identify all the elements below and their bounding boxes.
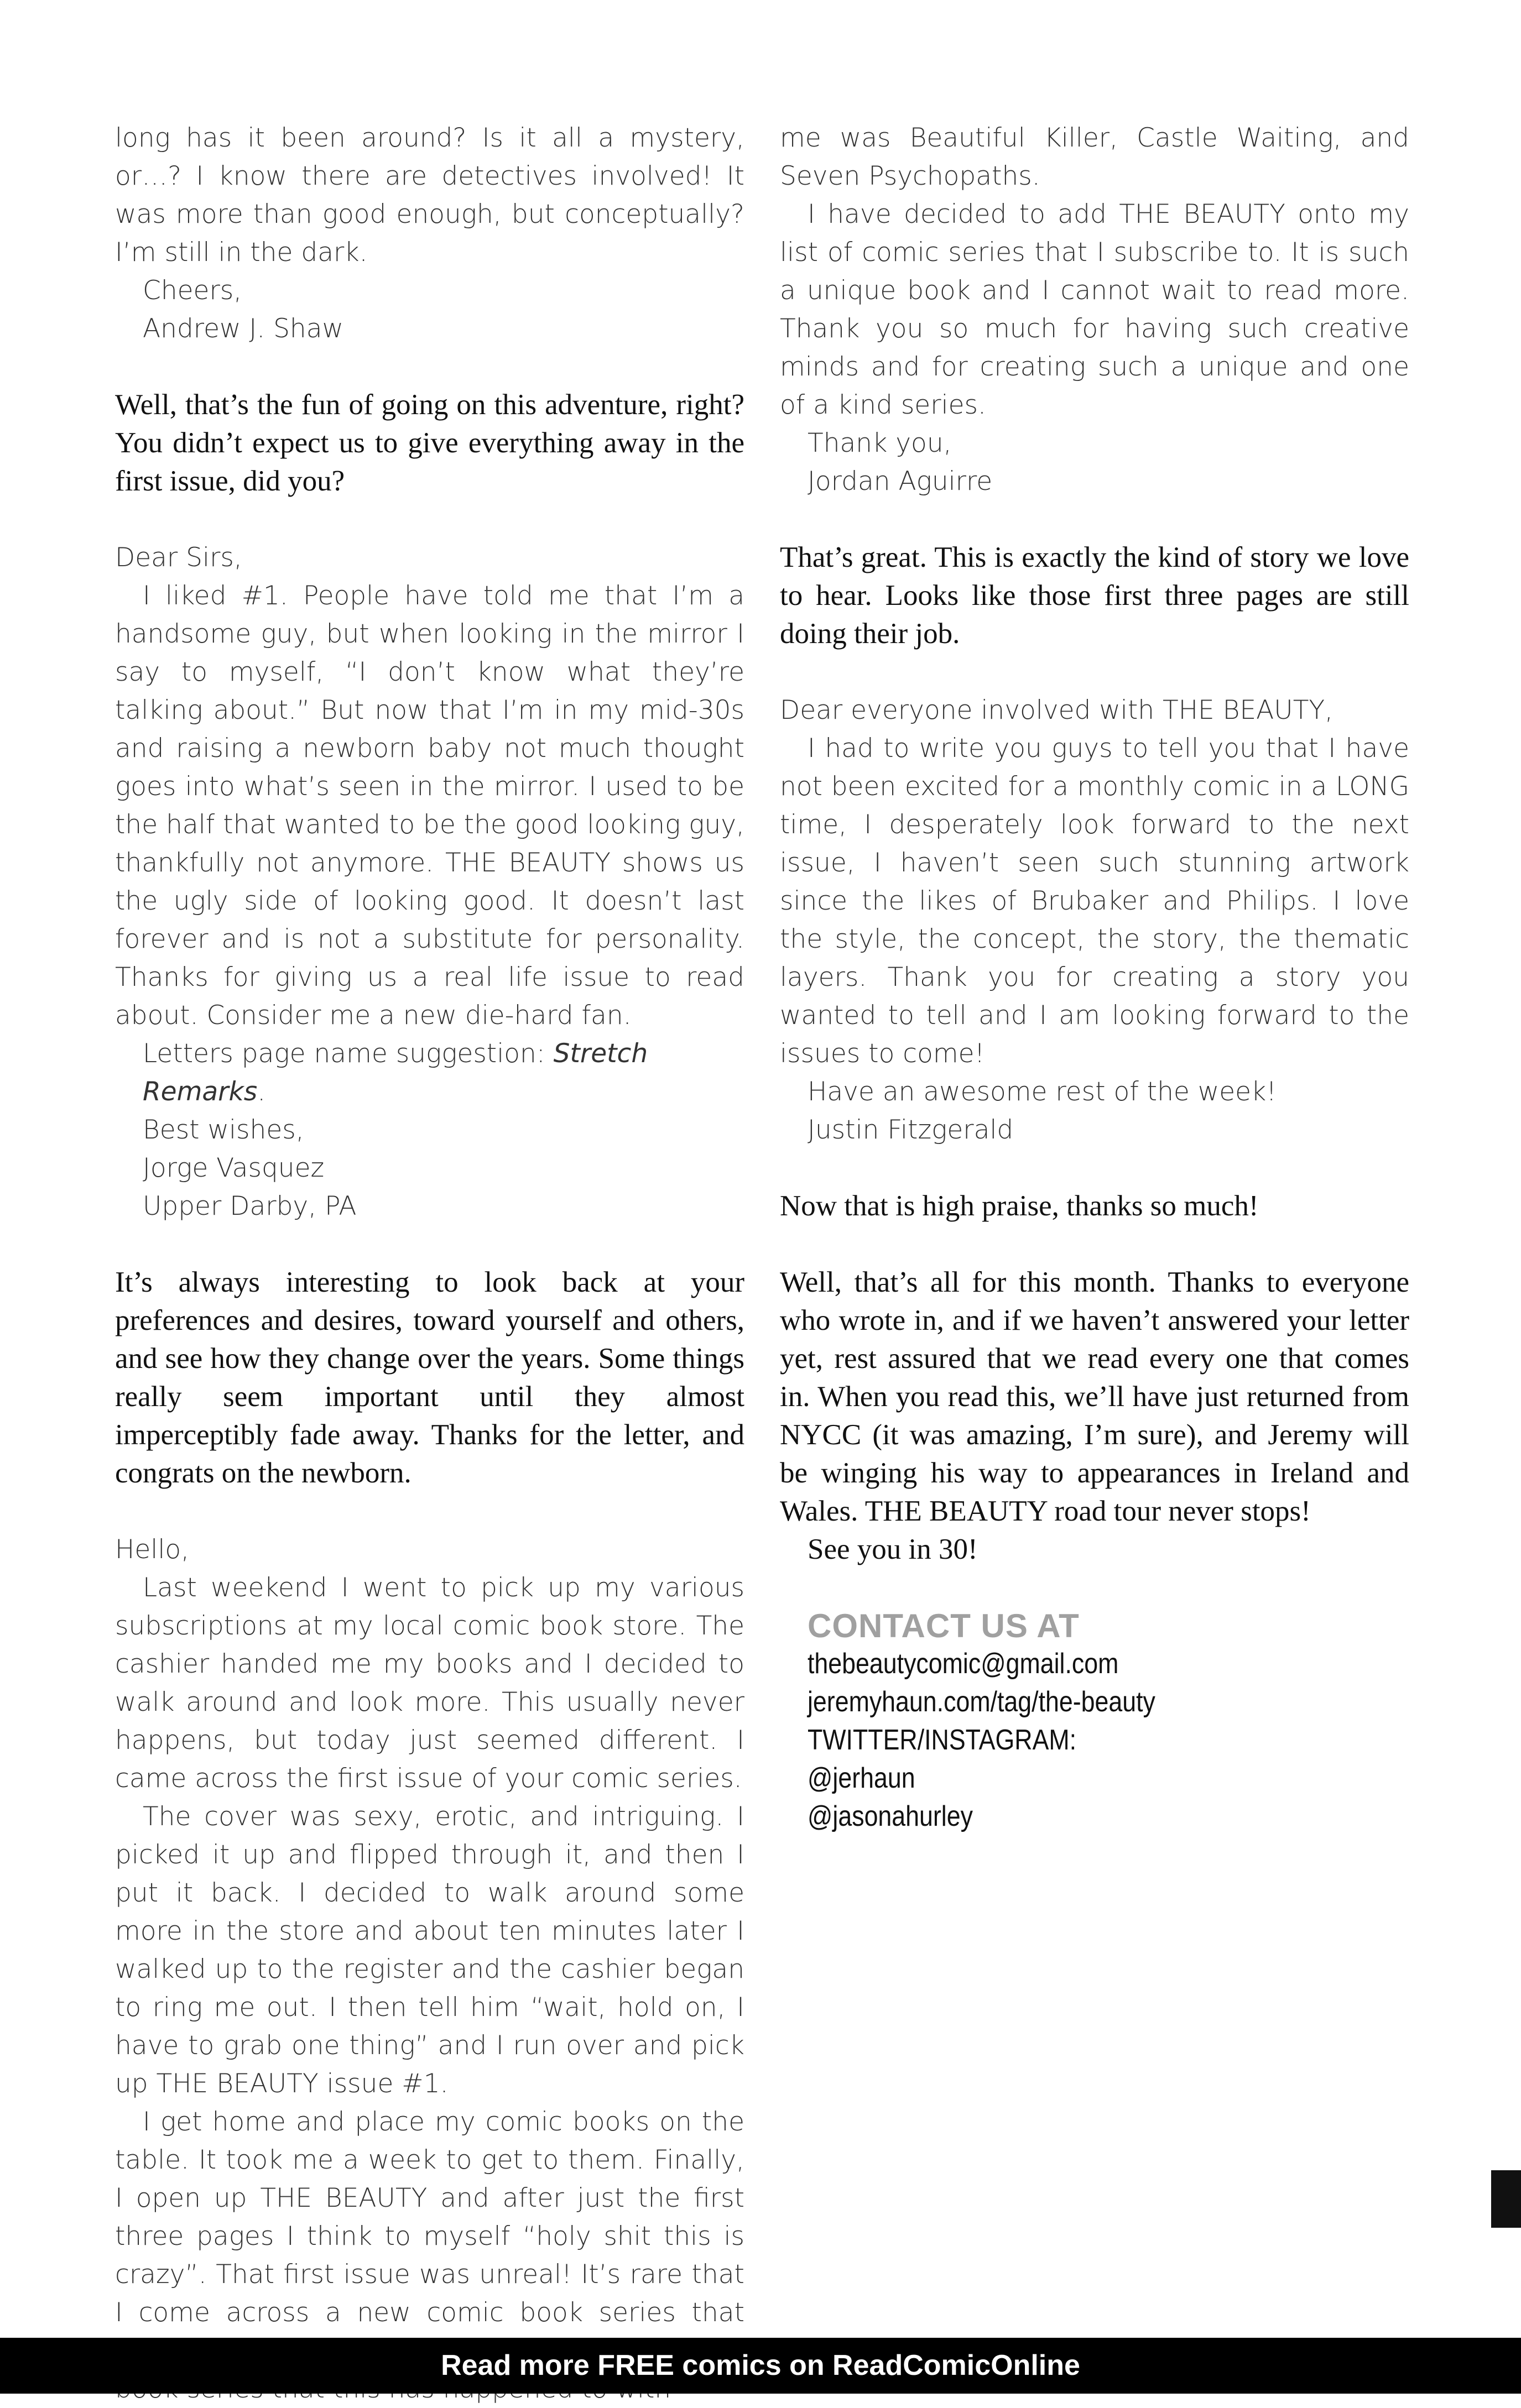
letter-signature: Jorge Vasquez — [143, 1153, 325, 1183]
letter-location: Upper Darby, PA — [143, 1191, 357, 1221]
letter-jordan-aguirre-continued — [780, 119, 1409, 500]
letter-andrew-shaw — [115, 119, 744, 348]
editor-reply — [780, 1187, 1409, 1225]
right-column — [780, 119, 1409, 1836]
letter-paragraph: Last weekend I went to pick up my various subscriptions at my local comic book store. The cashier handed me my books and I decided to walk around and look more. This usually never happens, but today just seemed different. I came across the first issue of your comic series. — [115, 1573, 744, 1794]
letter-greeting: Dear Sirs, — [115, 542, 242, 573]
footer-banner[interactable] — [0, 2338, 1521, 2394]
editor-reply — [115, 1263, 744, 1492]
contact-social-label: TWITTER/INSTAGRAM: — [808, 1724, 1077, 1756]
letter-body: me was Beautiful Killer, Castle Waiting, and Seven Psychopaths. — [780, 123, 1409, 191]
page-edge-tab — [1491, 2170, 1521, 2228]
letter-closing: Cheers, — [143, 275, 242, 306]
letter-closing: Best wishes, — [143, 1115, 304, 1145]
reply-text: It’s always interesting to look back at your preferences and desires, toward yourself and others, and see how they change over the years. Some things really seem important until they almost imperceptibly fade away. Thanks for the letter, and congrats on the newborn. — [115, 1266, 744, 1489]
contact-website[interactable]: jeremyhaun.com/tag/the-beauty — [808, 1686, 1155, 1718]
letter-paragraph: I get home and place my comic books on the table. It took me a week to get to them. Finally, I open up THE BEAUTY and after just the first three pages I think to myself “holy shit this is crazy”. That first issue was unreal! It’s rare that I come across a new comic book series that — [115, 2107, 744, 2328]
suggestion-suffix: . — [257, 1077, 266, 1107]
letter-greeting: Hello, — [115, 1534, 190, 1565]
signoff-text: See you in 30! — [808, 1533, 978, 1565]
letter-closing: Thank you, — [808, 428, 952, 458]
letter-justin-fitzgerald — [780, 691, 1409, 1149]
reply-text: Well, that’s the fun of going on this adventure, right? You didn’t expect us to give everything away in the first issue, did you? — [115, 389, 744, 497]
letter-jordan-aguirre — [115, 1531, 744, 2408]
letter-paragraph: I have decided to add THE BEAUTY onto my list of comic series that I subscribe to. It is such a unique book and I cannot wait to read more. Thank you so much for having such creative minds and for creating such a unique and one of a kind series. — [780, 199, 1409, 420]
letter-body: long has it been around? Is it all a mystery, or…? I know there are detectives involved! It was more than good enough, but conceptually? I’m still in the dark. — [115, 123, 744, 268]
reply-text: Now that is high praise, thanks so much! — [780, 1190, 1259, 1222]
letter-closing: Have an awesome rest of the week! — [808, 1077, 1277, 1107]
contact-email[interactable]: thebeautycomic@gmail.com — [808, 1648, 1119, 1680]
letter-signature: Jordan Aguirre — [808, 466, 993, 497]
letter-greeting: Dear everyone involved with THE BEAUTY, — [780, 695, 1334, 725]
contact-title: CONTACT US AT — [808, 1607, 1080, 1644]
letter-suggestion — [115, 1035, 744, 1111]
editor-reply — [780, 539, 1409, 653]
editor-outro — [780, 1263, 1409, 1569]
contact-handle-jasonahurley[interactable]: @jasonahurley — [808, 1800, 973, 1832]
letter-body: I liked #1. People have told me that I’m a handsome guy, but when looking in the mirror I say to myself, “I don’t know what they’re talking about.” But now that I’m in my mid-30s and raising a newborn baby not much thought goes into what’s seen in the mirror. I used to be the half that wanted to be the good looking guy, thankfully not anymore. THE BEAUTY shows us the ugly side of looking good. It doesn’t last forever and is not a substitute for personality. Thanks for giving us a real life issue to read about. Consider me a new die-hard fan. — [115, 581, 744, 1031]
outro-text: Well, that’s all for this month. Thanks to everyone who wrote in, and if we haven’t answered your letter yet, rest assured that we read every one that comes in. When you read this, we’ll have just returned from NYCC (it was amazing, I’m sure), and Jeremy will be winging his way to appearances in Ireland and Wales. THE BEAUTY road tour never stops! — [780, 1266, 1409, 1527]
reply-text: That’s great. This is exactly the kind of story we love to hear. Looks like those first three pages are still doing their job. — [780, 541, 1409, 650]
letter-signature: Justin Fitzgerald — [808, 1115, 1014, 1145]
letter-signature: Andrew J. Shaw — [143, 314, 343, 344]
left-column — [115, 119, 744, 2408]
footer-banner-text[interactable]: Read more FREE comics on ReadComicOnline — [441, 2349, 1080, 2381]
letter-jorge-vasquez — [115, 539, 744, 1225]
letter-paragraph: The cover was sexy, erotic, and intriguing. I picked it up and flipped through it, and then I put it back. I decided to walk around some more in the store and about ten minutes later I walked up to the register and the cashier began to ring me out. I then tell him “wait, hold on, I have to grab one thing” and I run over and pick up THE BEAUTY issue #1. — [115, 1801, 744, 2099]
contact-handle-jerhaun[interactable]: @jerhaun — [808, 1762, 915, 1794]
editor-reply — [115, 386, 744, 500]
suggestion-prefix: Letters page name suggestion: — [143, 1038, 554, 1069]
suggestion-title: Stretch Remarks — [143, 1038, 648, 1107]
letter-body: I had to write you guys to tell you that I have not been excited for a monthly comic in a LONG time, I desperately look forward to the next issue, I haven’t seen such stunning artwork since the likes of Brubaker and Philips. I love the style, the concept, the story, the thematic layers. Thank you for creating a story you wanted to tell and I am looking forward to the issues to come! — [780, 733, 1409, 1069]
contact-block — [780, 1607, 1409, 1836]
